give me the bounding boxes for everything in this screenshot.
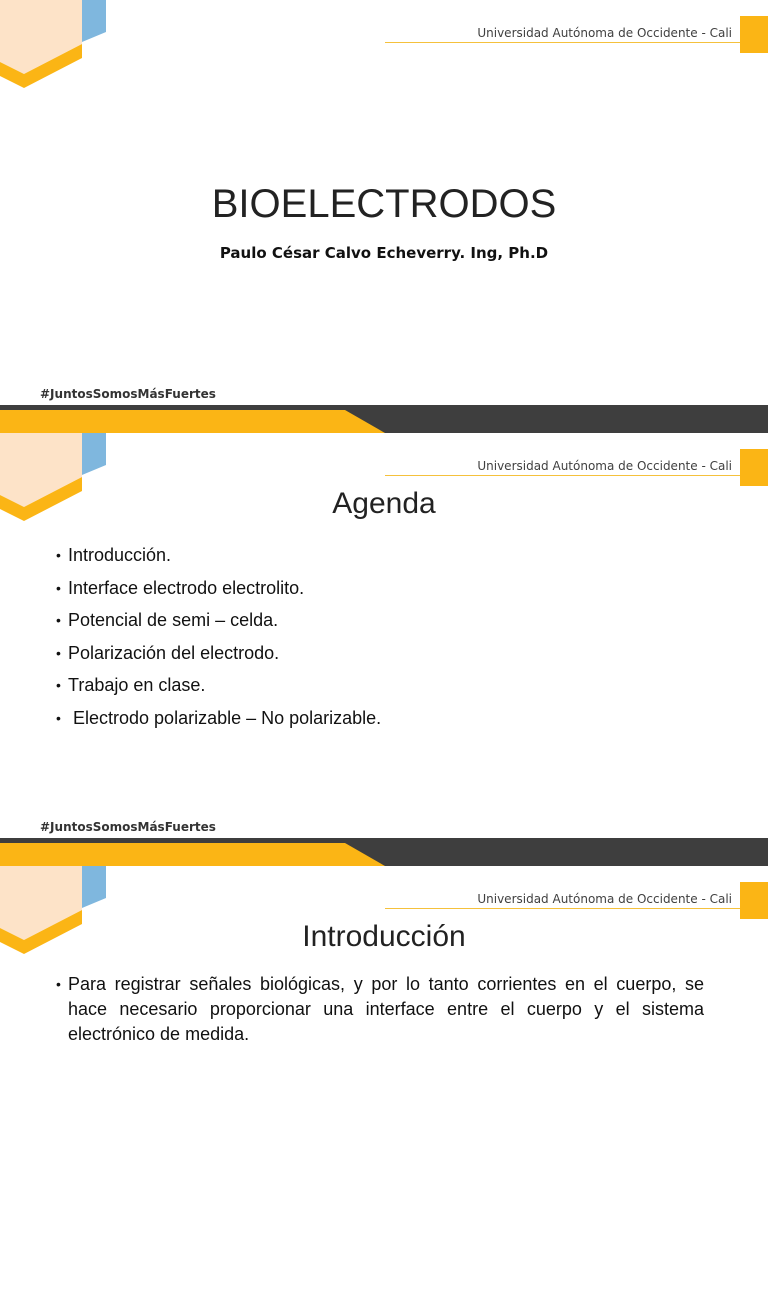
agenda-list: [56, 539, 381, 734]
header-square: [740, 449, 768, 486]
author-name: Paulo César Calvo Echeverry. Ing, Ph.D: [219, 244, 549, 262]
corner-decoration: [0, 0, 110, 92]
footer-stripe: [0, 410, 400, 433]
slide-introduction: [0, 866, 768, 1299]
slide-agenda: [0, 433, 768, 866]
header-line: [385, 475, 740, 476]
university-name: Universidad Autónoma de Occidente - Cali: [477, 459, 732, 473]
introduction-title: Introducción: [302, 920, 466, 953]
hashtag: #JuntosSomosMásFuertes: [40, 387, 216, 401]
agenda-item: • Trabajo en clase.: [56, 669, 381, 702]
slide-title: [0, 0, 768, 433]
agenda-item: • Potencial de semi – celda.: [56, 604, 381, 637]
header-line: [385, 42, 740, 43]
header-line: [385, 908, 740, 909]
agenda-item: • Electrodo polarizable – No polarizable.: [56, 702, 381, 735]
hashtag: #JuntosSomosMásFuertes: [40, 820, 216, 834]
header-square: [740, 882, 768, 919]
footer-stripe: [0, 843, 400, 866]
agenda-title: Agenda: [332, 487, 436, 520]
introduction-paragraph: • Para registrar señales biológicas, y por lo tanto corrientes en el cuerpo, se hace necesario proporcionar una interface entre el cuerpo y el sistema electrónico de medida.: [56, 972, 704, 1047]
university-name: Universidad Autónoma de Occidente - Cali: [477, 26, 732, 40]
agenda-item: • Introducción.: [56, 539, 381, 572]
university-name: Universidad Autónoma de Occidente - Cali: [477, 892, 732, 906]
agenda-item: • Interface electrodo electrolito.: [56, 572, 381, 605]
header-square: [740, 16, 768, 53]
slide-title-text: BIOELECTRODOS: [211, 182, 557, 226]
agenda-item: • Polarización del electrodo.: [56, 637, 381, 670]
